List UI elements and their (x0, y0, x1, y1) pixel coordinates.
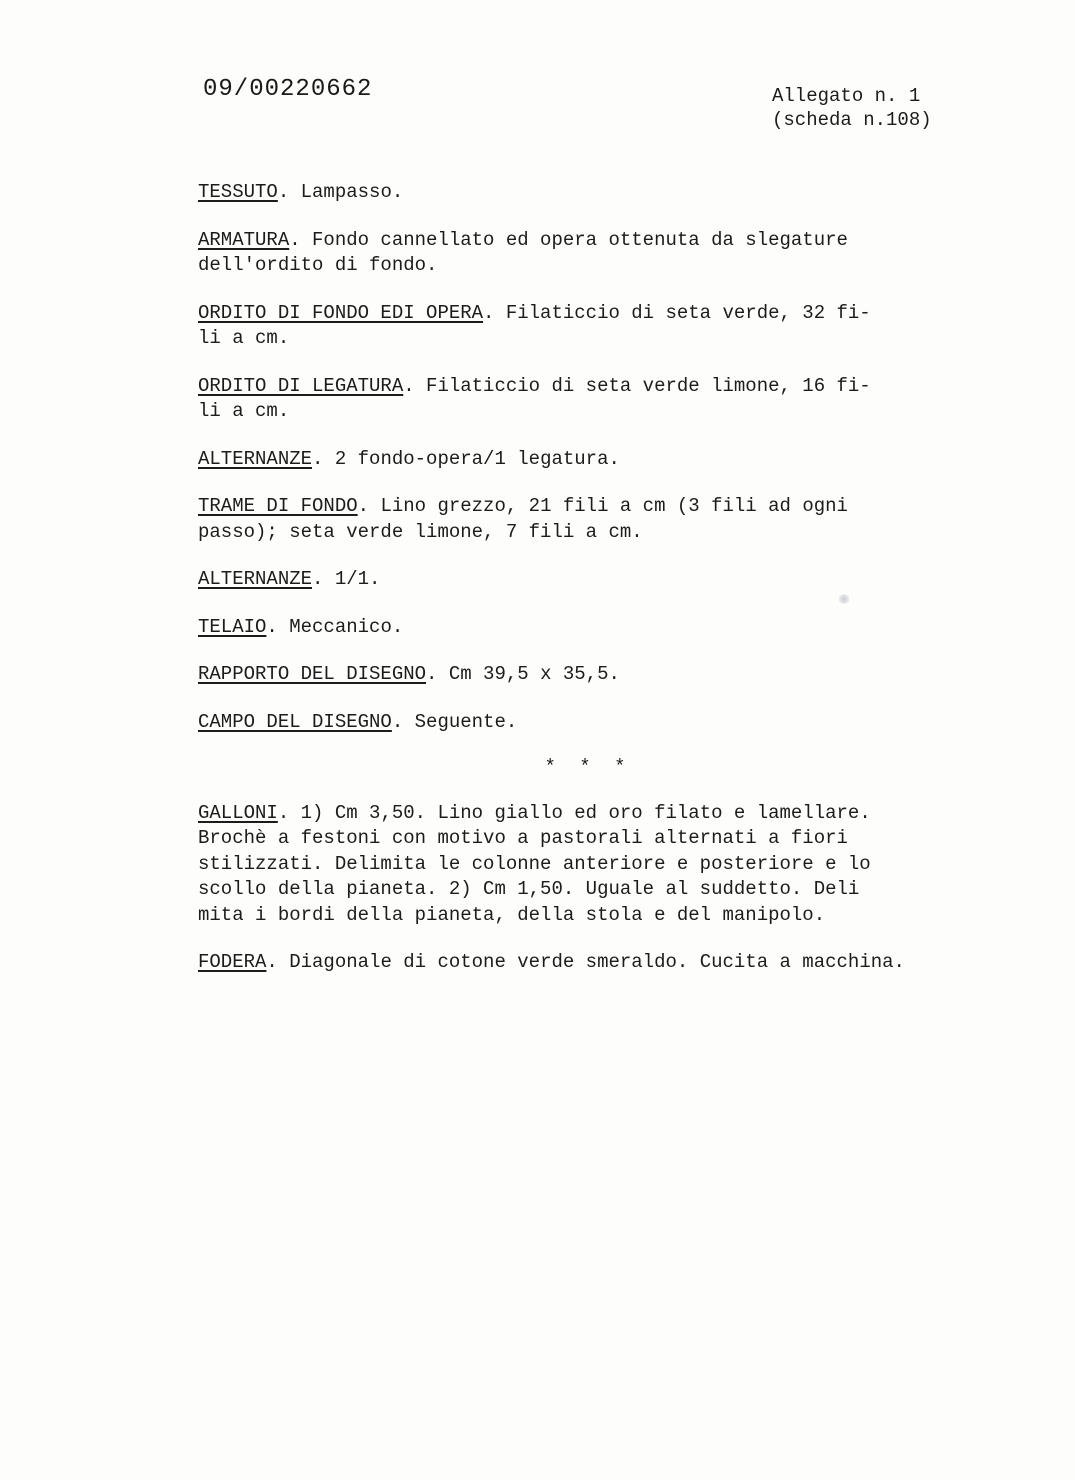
section-label: ORDITO DI FONDO EDI OPERA (198, 301, 484, 324)
section-text: . Filaticcio di seta verde, 32 fi- li a cm. (198, 301, 871, 349)
paper-speck (838, 594, 850, 604)
section-galloni (198, 801, 998, 929)
attachment-reference (772, 84, 932, 132)
section-ordito-legatura (198, 374, 998, 425)
section-text: . Lampasso. (277, 181, 404, 203)
section-label: CAMPO DEL DISEGNO (198, 710, 392, 733)
section-telaio (198, 615, 998, 641)
section-text: . Seguente. (391, 710, 518, 733)
section-label: TESSUTO (198, 181, 278, 203)
section-label: RAPPORTO DEL DISEGNO (198, 663, 427, 685)
section-armatura (198, 228, 998, 279)
section-label: ALTERNANZE (198, 447, 313, 470)
record-number: (scheda n.108) (772, 109, 932, 131)
section-separator: * * * (544, 756, 632, 778)
section-tessuto (198, 180, 998, 206)
section-alternanze-1 (198, 447, 998, 473)
section-label: ALTERNANZE (198, 568, 313, 590)
section-label: TRAME DI FONDO (198, 495, 358, 517)
section-rapporto-disegno (198, 662, 998, 688)
section-text: . Meccanico. (266, 615, 404, 638)
attachment-number: Allegato n. 1 (772, 85, 921, 107)
section-label: TELAIO (198, 615, 267, 638)
section-text: . 2 fondo-opera/1 legatura. (312, 447, 620, 470)
section-label: GALLONI (198, 801, 278, 824)
section-text: . Diagonale di cotone verde smeraldo. Cucita a macchina. (266, 951, 905, 973)
document-id: 09/00220662 (203, 76, 373, 103)
section-campo-disegno (198, 710, 998, 736)
section-ordito-fondo (198, 301, 998, 352)
section-trame-fondo (198, 494, 998, 545)
section-label: ARMATURA (198, 228, 290, 251)
section-text: . Lino grezzo, 21 fili a cm (3 fili ad ogni passo); seta verde limone, 7 fili a cm. (198, 495, 848, 543)
section-text: . Fondo cannellato ed opera ottenuta da slegature dell'ordito di fondo. (198, 228, 848, 276)
section-label: ORDITO DI LEGATURA (198, 374, 404, 397)
document-body (198, 180, 998, 998)
section-text: . 1) Cm 3,50. Lino giallo ed oro filato e lamellare. Brochè a festoni con motivo a pastorali alternati a fiori stilizzati. Delimita le colonne anteriore e posteriore e lo scollo della pianeta. 2) Cm 1,50. Uguale al suddetto. Deli mita i bordi della pianeta, della stola e del manipolo. (198, 801, 871, 926)
section-label: FODERA (198, 951, 267, 973)
section-fodera (198, 950, 998, 976)
section-text: . Cm 39,5 x 35,5. (426, 663, 620, 685)
section-text: . Filaticcio di seta verde limone, 16 fi- li a cm. (198, 374, 871, 422)
section-alternanze-2 (198, 567, 998, 593)
section-text: . 1/1. (312, 568, 381, 590)
